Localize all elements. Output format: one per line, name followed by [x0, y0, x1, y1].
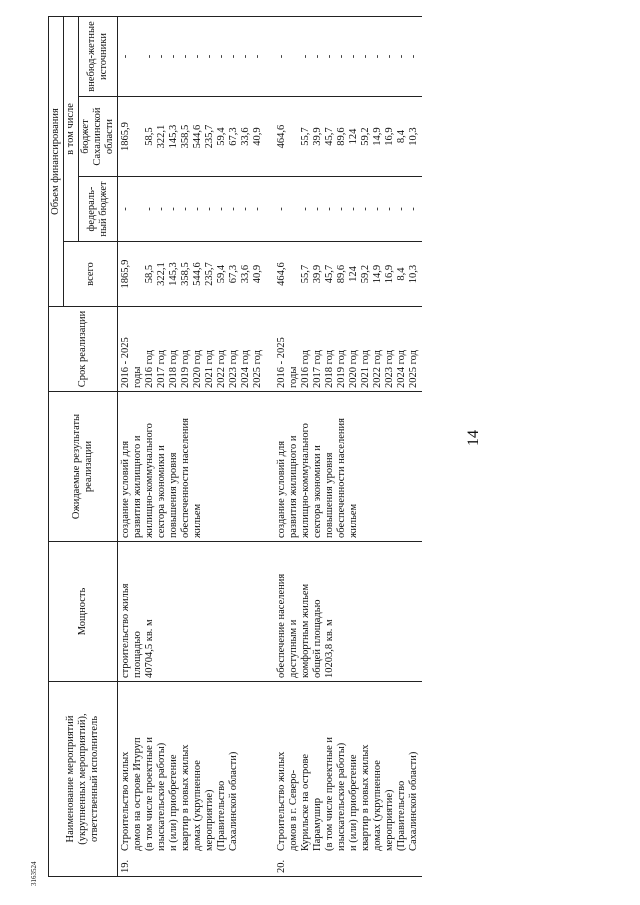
- federal-line: -: [252, 207, 263, 211]
- total-line: [132, 245, 144, 303]
- extrabudget-line: -: [180, 54, 191, 59]
- extrabudget-line: -: [228, 54, 239, 59]
- extrabudget-line: -: [396, 54, 407, 59]
- total-line: 145,3: [168, 262, 179, 286]
- regional-line: 16,9: [384, 127, 395, 146]
- federal-line: -: [168, 207, 179, 211]
- result-line: сектора экономики и: [312, 445, 323, 538]
- spacer-cell: [266, 242, 274, 307]
- header-power: Мощность: [49, 542, 118, 682]
- total-line: 67,3: [228, 264, 239, 284]
- federal-line: -: [216, 207, 227, 211]
- rotated-table-container: [48, 17, 640, 877]
- header-including: в том числе: [64, 16, 79, 241]
- period-line: 2024 год: [396, 350, 407, 388]
- federal-line: -: [192, 207, 203, 211]
- period-line: 2023 год: [384, 350, 395, 388]
- result-line: обеспеченности населения: [180, 418, 191, 538]
- total-line: 58,5: [144, 264, 155, 284]
- cell-period: [274, 307, 422, 392]
- federal-line: -: [120, 207, 131, 211]
- total-line: 59,4: [216, 264, 227, 284]
- name-line: квартир в новых жилых: [180, 744, 191, 851]
- total-line: 14,9: [372, 264, 383, 284]
- extrabudget-line: -: [192, 54, 203, 59]
- federal-line: -: [240, 207, 251, 211]
- period-line: 2024 год: [240, 350, 251, 388]
- cell-result: [274, 392, 422, 542]
- page-number: 14: [465, 430, 482, 446]
- name-line: домов на острове Итуруп: [132, 737, 143, 851]
- power-line: строительство жилья: [120, 583, 131, 678]
- total-line: 40,9: [252, 264, 263, 284]
- spacer-cell: [266, 97, 274, 177]
- extrabudget-line: -: [312, 54, 323, 59]
- row-number: 19.: [120, 859, 131, 873]
- extrabudget-line: -: [216, 54, 227, 59]
- federal-line: -: [276, 207, 287, 211]
- regional-line: 14,9: [372, 127, 383, 146]
- regional-line: 235,7: [204, 124, 215, 149]
- federal-line: -: [360, 207, 371, 211]
- cell-result: [118, 392, 267, 542]
- power-line: комфортным жильем: [300, 583, 311, 678]
- result-line: жилищно-коммунального: [144, 423, 155, 538]
- period-line: 2021 год: [204, 350, 215, 388]
- cell-federal: [274, 177, 422, 242]
- total-line: 235,7: [204, 262, 215, 286]
- period-line: 2022 год: [372, 350, 383, 388]
- total-line: 59,2: [360, 264, 371, 284]
- period-line: годы: [132, 366, 143, 388]
- cell-total: [274, 242, 422, 307]
- header-federal: федераль-ный бюджет: [79, 177, 118, 242]
- financing-table: [48, 16, 422, 877]
- name-line: мероприятие): [204, 789, 215, 851]
- result-line: развития жилищного и: [288, 435, 299, 538]
- regional-line: 544,6: [192, 124, 203, 149]
- result-line: жильем: [348, 503, 359, 538]
- name-line: домах (укрупненное: [192, 760, 203, 851]
- cell-period: [118, 307, 267, 392]
- extrabudget-line: -: [360, 54, 371, 59]
- power-line: общей площадью: [312, 599, 323, 678]
- period-line: 2016 год: [144, 350, 155, 388]
- power-line: 40704,5 кв. м: [144, 619, 155, 678]
- federal-line: -: [336, 207, 347, 211]
- result-line: создание условий для: [276, 440, 287, 538]
- regional-line: 1865,9: [120, 122, 131, 151]
- regional-line: 145,3: [168, 124, 179, 149]
- extrabudget-line: -: [276, 54, 287, 59]
- name-wrap: [276, 685, 420, 873]
- period-line: 2025 год: [408, 350, 419, 388]
- regional-line: 33,6: [240, 127, 251, 146]
- header-total: всего: [64, 242, 118, 307]
- name-line: (в том числе проектные и: [144, 737, 155, 851]
- name-line: домах (укрупненное: [372, 760, 383, 851]
- cell-extrabudget: [118, 16, 267, 96]
- federal-line: -: [228, 207, 239, 211]
- name-line: (Правительство: [396, 780, 407, 851]
- extrabudget-line: -: [204, 54, 215, 59]
- period-line: 2019 год: [336, 350, 347, 388]
- name-text: [276, 737, 420, 851]
- document-code: 3163524: [30, 861, 38, 886]
- regional-line: [132, 100, 144, 173]
- extrabudget-line: -: [372, 54, 383, 59]
- cell-federal: [118, 177, 267, 242]
- extrabudget-line: -: [336, 54, 347, 59]
- extrabudget-line: -: [348, 54, 359, 59]
- regional-line: 67,3: [228, 127, 239, 146]
- name-line: домов в г. Северо-: [288, 769, 299, 851]
- spacer-cell: [266, 392, 274, 542]
- extrabudget-line: -: [144, 54, 155, 59]
- federal-line: -: [180, 207, 191, 211]
- name-line: и (или) приобретение: [348, 754, 359, 851]
- period-line: 2023 год: [228, 350, 239, 388]
- total-line: 55,7: [300, 264, 311, 284]
- row-number: 20.: [276, 859, 287, 873]
- power-line: обеспечение населения: [276, 573, 287, 678]
- cell-regional: [274, 97, 422, 177]
- total-line: 89,6: [336, 264, 347, 284]
- result-line: развития жилищного и: [132, 435, 143, 538]
- spacer-cell: [266, 16, 274, 96]
- power-line: площадью: [132, 631, 143, 678]
- federal-line: -: [384, 207, 395, 211]
- power-line: 10203,8 кв. м: [324, 619, 335, 678]
- total-line: 33,6: [240, 264, 251, 284]
- federal-line: -: [312, 207, 323, 211]
- extrabudget-line: -: [120, 54, 131, 59]
- power-line: доступным и: [288, 619, 299, 678]
- total-line: 1865,9: [120, 259, 131, 289]
- regional-line: 322,1: [156, 124, 167, 149]
- regional-line: 124: [348, 128, 359, 145]
- period-line: 2018 год: [324, 350, 335, 388]
- extrabudget-line: -: [240, 54, 251, 59]
- regional-line: 39,9: [312, 127, 323, 146]
- result-line: повышения уровня: [168, 452, 179, 538]
- result-line: сектора экономики и: [156, 445, 167, 538]
- result-line: повышения уровня: [324, 452, 335, 538]
- period-line: 2016 год: [300, 350, 311, 388]
- extrabudget-line: [132, 20, 144, 93]
- total-line: 8,4: [396, 267, 407, 281]
- spacer-cell: [266, 307, 274, 392]
- regional-line: 89,6: [336, 127, 347, 146]
- total-line: 16,9: [384, 264, 395, 284]
- cell-extrabudget: [274, 16, 422, 96]
- regional-line: 58,5: [144, 127, 155, 146]
- period-line: 2025 год: [252, 350, 263, 388]
- federal-line: -: [144, 207, 155, 211]
- spacer-cell: [266, 177, 274, 242]
- name-line: Сахалинской области): [228, 751, 239, 851]
- header-regional: бюджет Сахалинской области: [79, 97, 118, 177]
- name-text: [120, 737, 240, 851]
- regional-line: 8,4: [396, 129, 407, 144]
- header-period: Срок реализации: [49, 307, 118, 392]
- federal-line: [132, 180, 144, 238]
- federal-line: -: [348, 207, 359, 211]
- name-line: Парамушир: [312, 797, 323, 851]
- name-line: и (или) приобретение: [168, 754, 179, 851]
- extrabudget-line: [288, 20, 300, 93]
- total-line: 358,5: [180, 262, 191, 286]
- regional-line: 464,6: [276, 124, 287, 149]
- table-header: [49, 16, 118, 876]
- total-line: 10,3: [408, 264, 419, 284]
- cell-name: [274, 682, 422, 877]
- name-line: (Правительство: [216, 780, 227, 851]
- federal-line: -: [324, 207, 335, 211]
- period-line: 2022 год: [216, 350, 227, 388]
- total-line: 39,9: [312, 264, 323, 284]
- total-line: 464,6: [276, 262, 287, 286]
- total-line: 322,1: [156, 262, 167, 286]
- cell-name: [118, 682, 267, 877]
- period-line: 2017 год: [312, 350, 323, 388]
- federal-line: -: [372, 207, 383, 211]
- name-line: Строительство жилых: [276, 751, 287, 851]
- extrabudget-line: -: [408, 54, 419, 59]
- result-line: обеспеченности населения: [336, 418, 347, 538]
- period-line: 2016 - 2025: [276, 337, 287, 388]
- name-wrap: [120, 685, 240, 873]
- period-line: 2019 год: [180, 350, 191, 388]
- name-line: изыскательские работы): [336, 742, 347, 851]
- extrabudget-line: -: [156, 54, 167, 59]
- federal-line: -: [204, 207, 215, 211]
- table-row: [118, 16, 267, 876]
- regional-line: [288, 100, 300, 173]
- regional-line: 59,4: [216, 127, 227, 146]
- total-line: [288, 245, 300, 303]
- name-line: изыскательские работы): [156, 742, 167, 851]
- table-row: [274, 16, 422, 876]
- federal-line: -: [408, 207, 419, 211]
- name-line: квартир в новых жилых: [360, 744, 371, 851]
- regional-line: 40,9: [252, 127, 263, 146]
- spacer-cell: [266, 682, 274, 877]
- period-line: 2016 - 2025: [120, 337, 131, 388]
- regional-line: 55,7: [300, 127, 311, 146]
- total-line: 45,7: [324, 264, 335, 284]
- header-funding: Объем финансирования: [49, 16, 64, 306]
- cell-total: [118, 242, 267, 307]
- federal-line: -: [396, 207, 407, 211]
- regional-line: 10,3: [408, 127, 419, 146]
- spacer-cell: [266, 542, 274, 682]
- federal-line: -: [156, 207, 167, 211]
- name-line: Строительство жилых: [120, 751, 131, 851]
- result-line: жильем: [192, 503, 203, 538]
- extrabudget-line: -: [384, 54, 395, 59]
- result-line: жилищно-коммунального: [300, 423, 311, 538]
- period-line: 2018 год: [168, 350, 179, 388]
- result-line: создание условий для: [120, 440, 131, 538]
- cell-power: [118, 542, 267, 682]
- regional-line: 59,2: [360, 127, 371, 146]
- header-extrabudget: внебюд-жетные источники: [79, 16, 118, 96]
- name-line: мероприятие): [384, 789, 395, 851]
- extrabudget-line: -: [300, 54, 311, 59]
- period-line: 2020 год: [348, 350, 359, 388]
- total-line: 544,6: [192, 262, 203, 286]
- regional-line: 358,5: [180, 124, 191, 149]
- header-name: Наименование мероприятий (укрупненных мероприятий), ответственный исполнитель: [49, 682, 118, 877]
- name-line: (в том числе проектные и: [324, 737, 335, 851]
- federal-line: [288, 180, 300, 238]
- cell-power: [274, 542, 422, 682]
- cell-regional: [118, 97, 267, 177]
- extrabudget-line: -: [324, 54, 335, 59]
- row-spacer: [266, 16, 274, 876]
- period-line: 2017 год: [156, 350, 167, 388]
- period-line: годы: [288, 366, 299, 388]
- total-line: 124: [348, 266, 359, 282]
- name-line: Сахалинской области): [408, 751, 419, 851]
- regional-line: 45,7: [324, 127, 335, 146]
- period-line: 2020 год: [192, 350, 203, 388]
- extrabudget-line: -: [252, 54, 263, 59]
- period-line: 2021 год: [360, 350, 371, 388]
- federal-line: -: [300, 207, 311, 211]
- extrabudget-line: -: [168, 54, 179, 59]
- header-result: Ожидаемые результаты реализации: [49, 392, 118, 542]
- table-body: [118, 16, 423, 876]
- name-line: Курильске на острове: [300, 754, 311, 851]
